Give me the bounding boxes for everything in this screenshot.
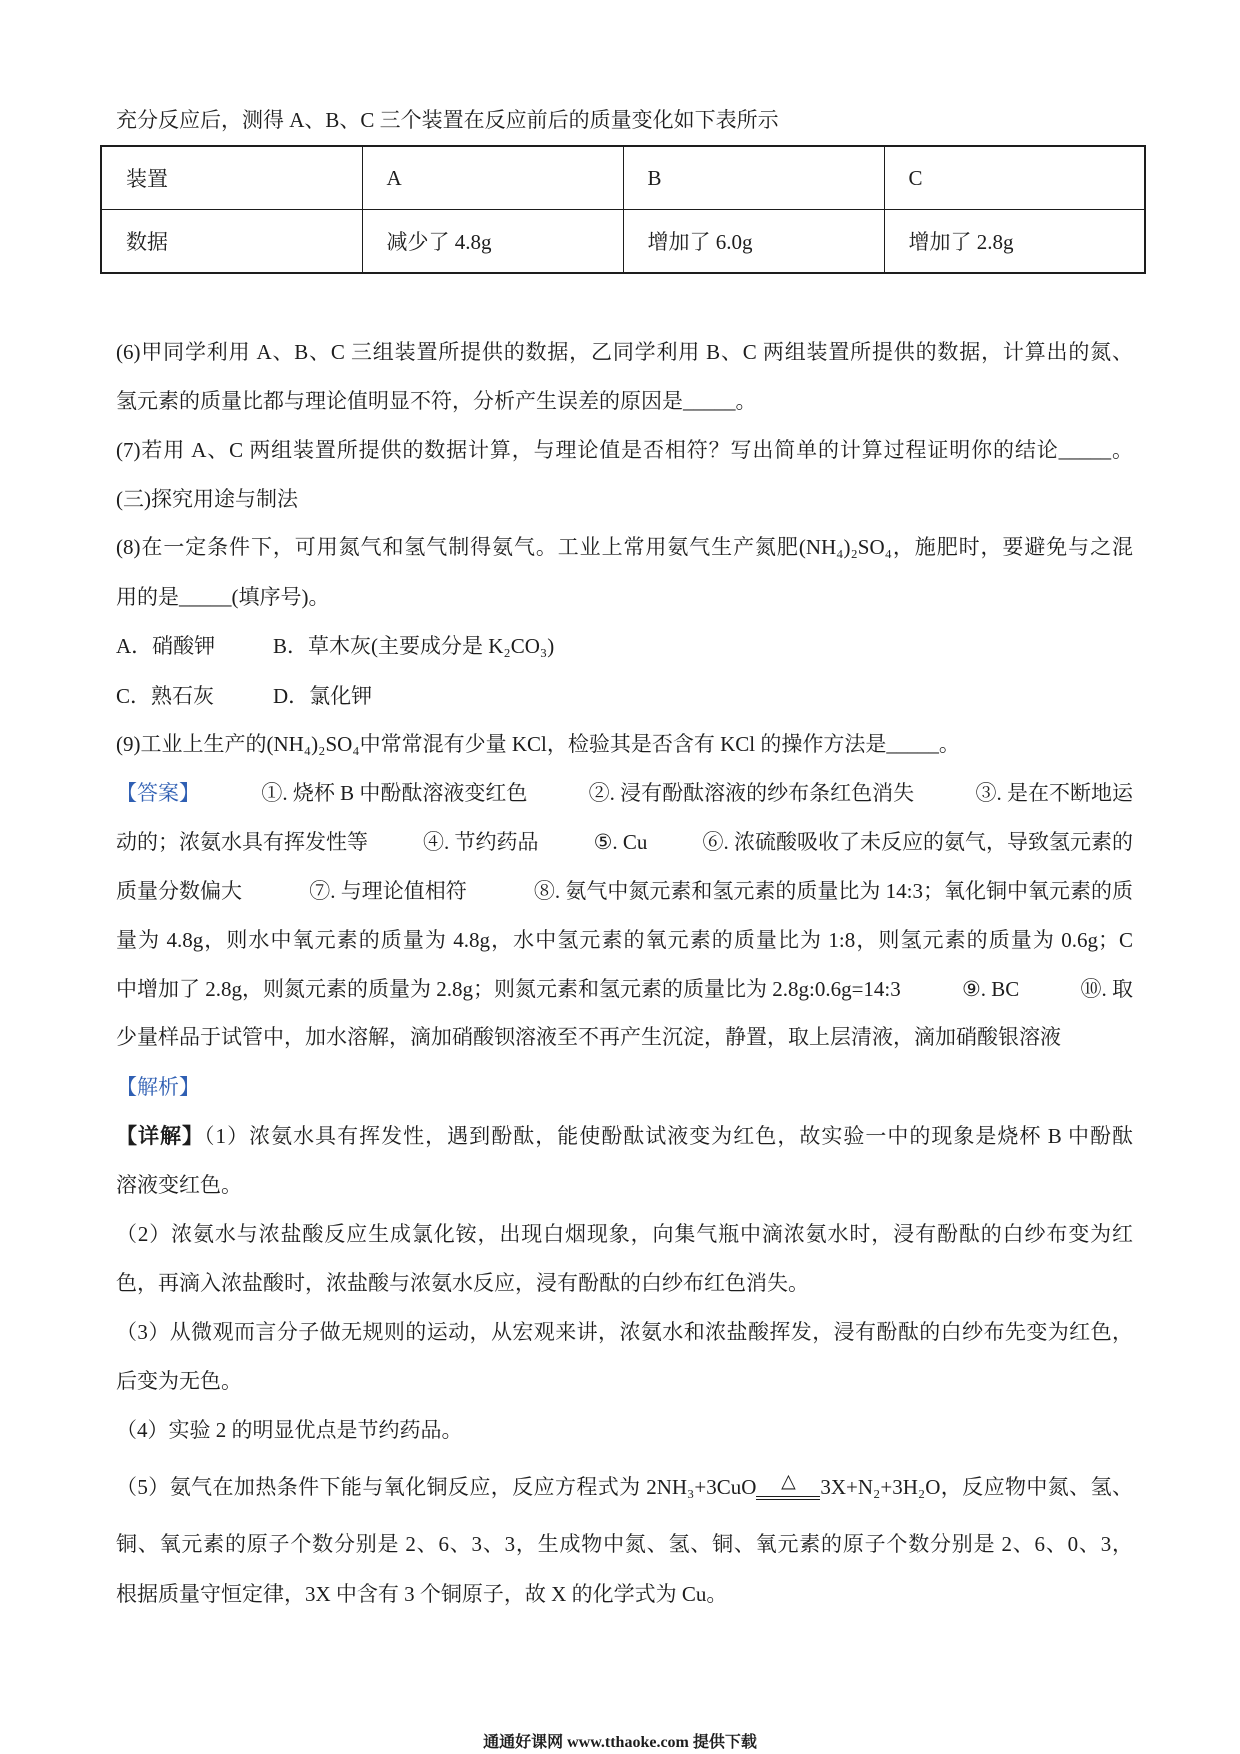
question-9-line: (9)工业上生产的(NH₄)₂SO₄中常常混有少量 KCl，检验其是否含有 KCl 的操作方法是_____。	[116, 732, 960, 756]
equation-right-text: 3X+N₂+3H₂O，反应物中氮、氢、	[820, 1475, 1133, 1499]
answer-item: ⑩. 取	[1080, 977, 1133, 1001]
detail-p2-line-2: 色，再滴入浓盐酸时，浓盐酸与浓氨水反应，浸有酚酞的白纱布红色消失。	[116, 1271, 809, 1295]
analysis-tag: 【解析】	[116, 1075, 200, 1099]
mass-change-table	[100, 145, 1146, 274]
answer-item: ①. 烧杯 B 中酚酞溶液变红色	[261, 781, 528, 805]
table-cell: C	[884, 146, 1145, 210]
detail-p5-line-2: 铜、氧元素的原子个数分别是 2、6、3、3，生成物中氮、氢、铜、氧元素的原子个数分别是 2、6、0、3，	[116, 1532, 1133, 1556]
answer-item: ④. 节约药品	[423, 830, 539, 854]
table-cell: 装置	[101, 146, 362, 210]
detail-text: （1）浓氨水具有挥发性，遇到酚酞，能使酚酞试液变为红色，故实验一中的现象是烧杯 B 中酚酞	[204, 1124, 1133, 1148]
table-header-row	[101, 146, 1145, 210]
options-row-1	[116, 631, 1133, 661]
question-8-line-1: (8)在一定条件下，可用氮气和氢气制得氨气。工业上常用氨气生产氮肥(NH₄)₂SO₄，施肥时，要避免与之混	[116, 535, 1133, 559]
table-cell: 增加了 2.8g	[884, 210, 1145, 274]
section-heading: (三)探究用途与制法	[116, 487, 298, 511]
question-7-line: (7)若用 A、C 两组装置所提供的数据计算，与理论值是否相符？写出简单的计算过程证明你的结论_____。	[116, 438, 1133, 462]
answer-item: ⑦. 与理论值相符	[309, 879, 467, 903]
answer-line-6: 少量样品于试管中，加水溶解，滴加硝酸钡溶液至不再产生沉淀，静置，取上层清液，滴加硝酸银溶液	[116, 1025, 1061, 1049]
options-row-2	[116, 681, 1133, 711]
answer-line-4: 量为 4.8g，则水中氧元素的质量为 4.8g，水中氢元素的氧元素的质量比为 1:8，则氢元素的质量为 0.6g；C	[116, 928, 1133, 952]
detail-p1-line-1	[116, 1121, 1133, 1151]
answer-line-2	[116, 827, 1133, 857]
answer-item: 中增加了 2.8g，则氮元素的质量为 2.8g；则氮元素和氢元素的质量比为 2.8g:0.6g=14:3	[116, 977, 901, 1001]
answer-line-3	[116, 876, 1133, 906]
intro-text: 充分反应后，测得 A、B、C 三个装置在反应前后的质量变化如下表所示	[116, 108, 779, 132]
table-cell: A	[362, 146, 623, 210]
answer-line-1	[116, 778, 1133, 808]
option-d: D．氯化钾	[273, 684, 373, 708]
table-data-row	[101, 210, 1145, 274]
table-cell: 增加了 6.0g	[623, 210, 884, 274]
option-b: B．草木灰(主要成分是 K₂CO₃)	[273, 634, 555, 658]
answer-item: ⑤. Cu	[593, 830, 648, 854]
answer-item: 动的；浓氨水具有挥发性等	[116, 830, 368, 854]
detail-p4-line: （4）实验 2 的明显优点是节约药品。	[116, 1418, 463, 1442]
footer-text: 通通好课网 www.tthaoke.com 提供下载	[483, 1734, 757, 1751]
answer-item: ⑧. 氨气中氮元素和氢元素的质量比为 14:3；氧化铜中氧元素的质	[533, 879, 1133, 903]
detail-tag: 【详解】	[116, 1124, 205, 1148]
detail-p3-line-2: 后变为无色。	[116, 1369, 242, 1393]
question-8-line-2: 用的是_____(填序号)。	[116, 585, 330, 609]
answer-item: ⑨. BC	[961, 977, 1020, 1001]
answer-item: ⑥. 浓硫酸吸收了未反应的氨气，导致氢元素的	[702, 830, 1133, 854]
detail-p1-line-2: 溶液变红色。	[116, 1173, 242, 1197]
answer-line-5	[116, 974, 1133, 1004]
question-6-line-2: 氢元素的质量比都与理论值明显不符，分析产生误差的原因是_____。	[116, 389, 757, 413]
answer-item: ②. 浸有酚酞溶液的纱布条红色消失	[588, 781, 915, 805]
option-c: C．熟石灰	[116, 684, 215, 708]
triangle-icon: △	[781, 1470, 796, 1492]
detail-p5-line-1	[116, 1472, 1133, 1502]
option-a: A．硝酸钾	[116, 634, 216, 658]
table-cell: 减少了 4.8g	[362, 210, 623, 274]
detail-p2-line-1: （2）浓氨水与浓盐酸反应生成氯化铵，出现白烟现象，向集气瓶中滴浓氨水时，浸有酚酞的白纱布变为红	[116, 1222, 1133, 1246]
answer-item: ③. 是在不断地运	[975, 781, 1133, 805]
table-cell: 数据	[101, 210, 362, 274]
answer-item: 质量分数偏大	[116, 879, 242, 903]
detail-p5-line-3: 根据质量守恒定律，3X 中含有 3 个铜原子，故 X 的化学式为 Cu。	[116, 1582, 728, 1606]
answer-tag: 【答案】	[116, 781, 200, 805]
heat-condition-symbol	[756, 1470, 820, 1500]
table-cell: B	[623, 146, 884, 210]
detail-p3-line-1: （3）从微观而言分子做无规则的运动，从宏观来讲，浓氨水和浓盐酸挥发，浸有酚酞的白纱布先变为红色，	[116, 1320, 1133, 1344]
equation-left-text: （5）氨气在加热条件下能与氧化铜反应，反应方程式为 2NH₃+3CuO	[116, 1475, 757, 1499]
question-6-line-1: (6)甲同学利用 A、B、C 三组装置所提供的数据，乙同学利用 B、C 两组装置所提供的数据，计算出的氮、	[116, 340, 1133, 364]
